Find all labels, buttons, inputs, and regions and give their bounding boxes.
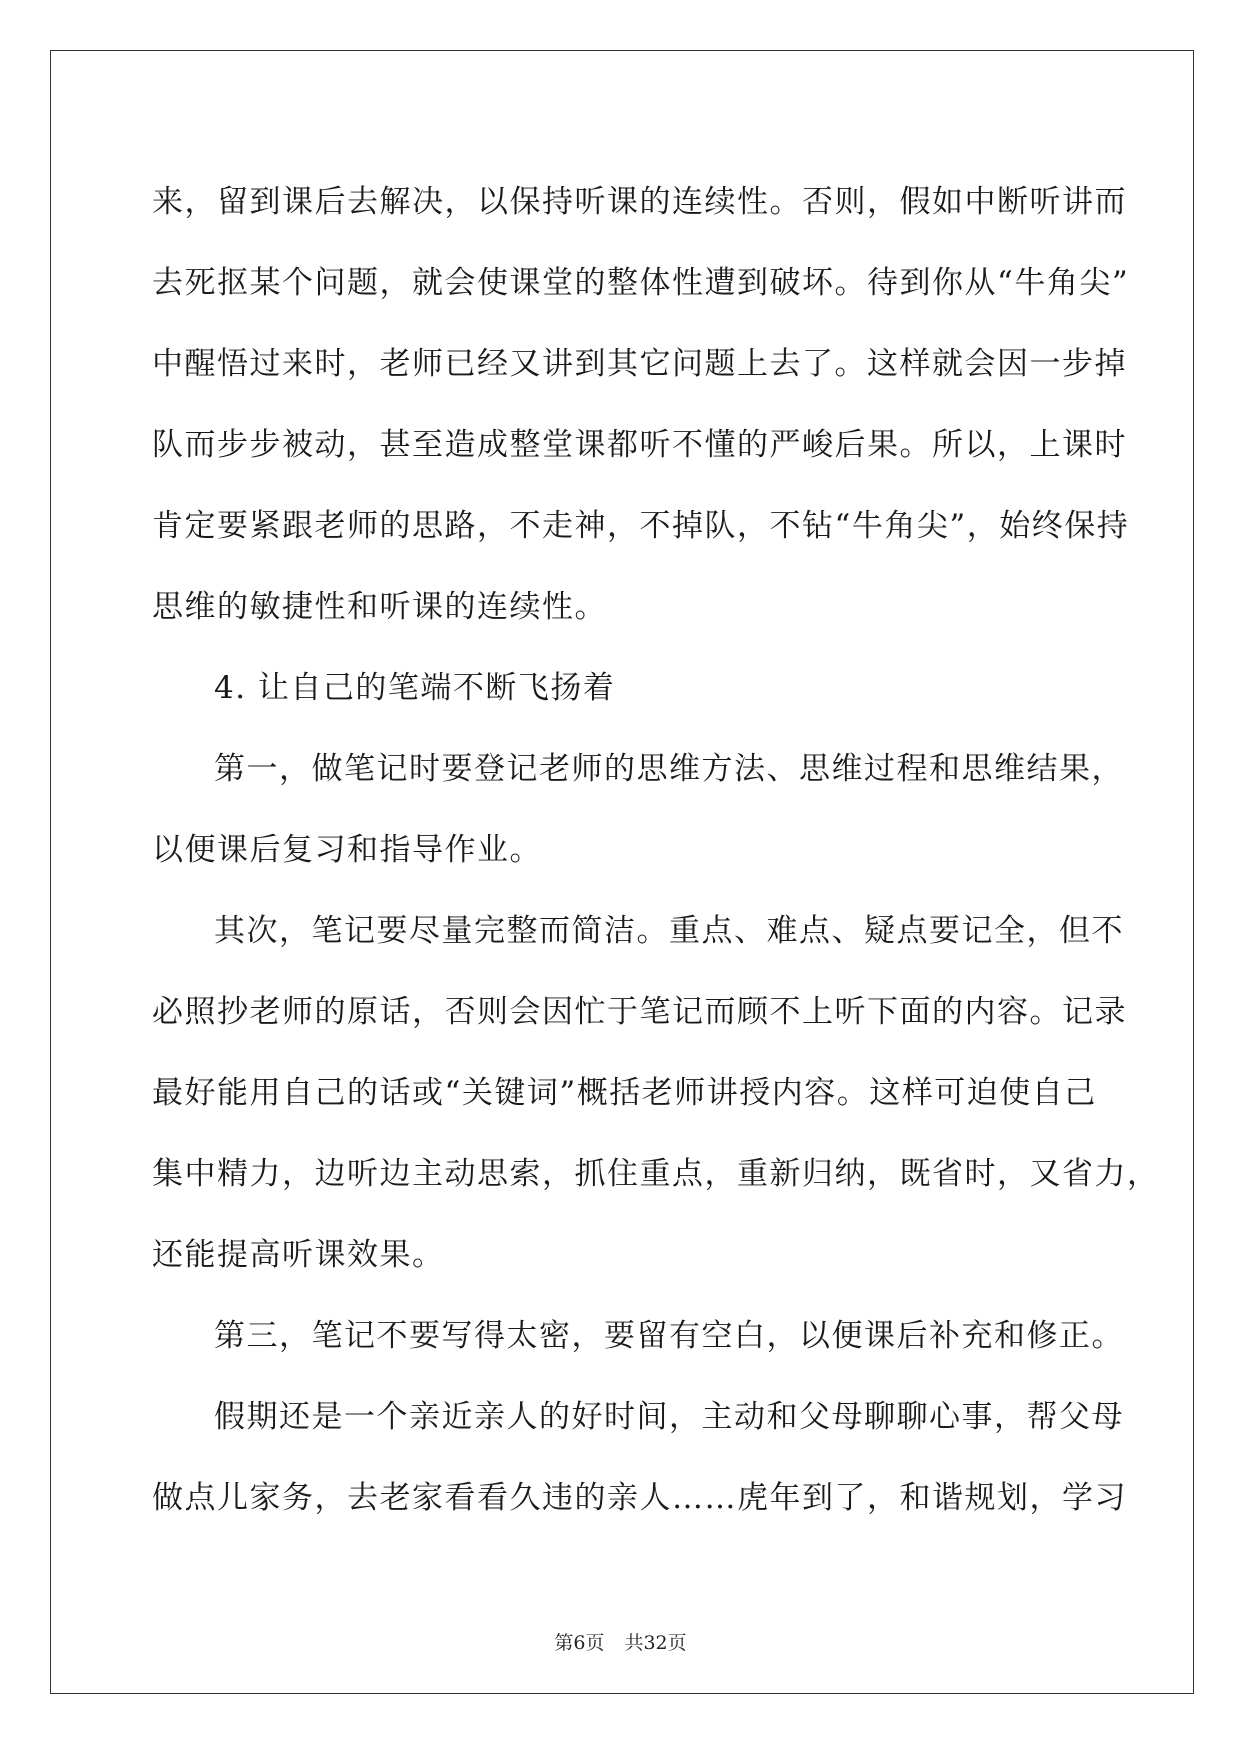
text-line: 第一，做笔记时要登记老师的思维方法、思维过程和思维结果，	[214, 751, 1124, 787]
total-pages: 共32页	[624, 1632, 687, 1654]
text-line: 队而步步被动，甚至造成整堂课都听不懂的严峻后果。所以，上课时	[152, 427, 1127, 463]
text-line: 中醒悟过来时，老师已经又讲到其它问题上去了。这样就会因一步掉	[152, 346, 1127, 382]
text-line: 思维的敏捷性和听课的连续性。	[152, 589, 607, 625]
text-line: 集中精力，边听边主动思索，抓住重点，重新归纳，既省时，又省力，	[152, 1156, 1160, 1192]
text-line: 其次，笔记要尽量完整而简洁。重点、难点、疑点要记全，但不	[214, 913, 1124, 949]
text-line: 肯定要紧跟老师的思路，不走神，不掉队，不钻“牛角尖”，始终保持	[152, 508, 1130, 544]
current-page-number: 第6页	[554, 1632, 605, 1654]
text-line: 还能提高听课效果。	[152, 1237, 445, 1273]
text-line: 以便课后复习和指导作业。	[152, 832, 542, 868]
text-line: 必照抄老师的原话，否则会因忙于笔记而顾不上听下面的内容。记录	[152, 994, 1127, 1030]
text-line: 假期还是一个亲近亲人的好时间，主动和父母聊聊心事，帮父母	[214, 1399, 1124, 1435]
page-footer	[0, 1628, 1241, 1655]
document-body	[152, 162, 1160, 1539]
text-line: 第三，笔记不要写得太密，要留有空白，以便课后补充和修正。	[214, 1318, 1124, 1354]
section-heading: 4. 让自己的笔端不断飞扬着	[214, 670, 616, 706]
text-line: 做点儿家务，去老家看看久违的亲人……虎年到了，和谐规划，学习	[152, 1480, 1127, 1516]
text-line: 来，留到课后去解决，以保持听课的连续性。否则，假如中断听讲而	[152, 184, 1127, 220]
text-line: 最好能用自己的话或“关键词”概括老师讲授内容。这样可迫使自己	[152, 1075, 1097, 1111]
text-line: 去死抠某个问题，就会使课堂的整体性遭到破坏。待到你从“牛角尖”	[152, 265, 1130, 301]
